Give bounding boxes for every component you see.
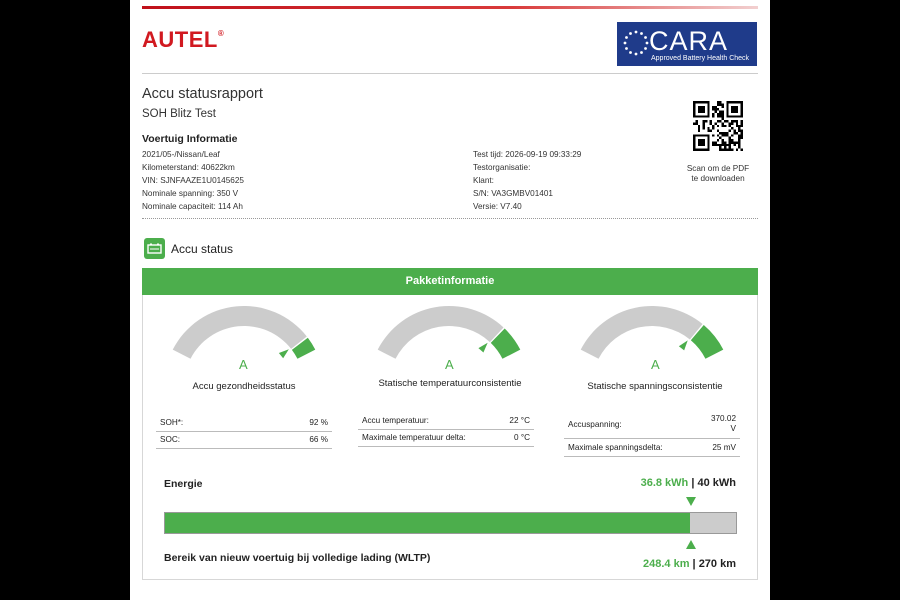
qr-module bbox=[741, 120, 743, 122]
software-version: Versie: V7.40 bbox=[473, 202, 522, 211]
star-dot bbox=[625, 47, 628, 50]
qr-module bbox=[693, 122, 695, 124]
qr-module bbox=[705, 120, 707, 122]
qr-module bbox=[717, 108, 719, 110]
qr-module bbox=[736, 122, 738, 124]
qr-module bbox=[714, 108, 716, 110]
qr-module bbox=[717, 113, 719, 115]
voltage-grade: A bbox=[651, 357, 660, 372]
qr-module bbox=[729, 141, 731, 143]
vehicle-mileage: Kilometerstand: 40622km bbox=[142, 163, 235, 172]
qr-module bbox=[703, 122, 705, 124]
qr-module bbox=[710, 120, 712, 122]
test-time: Test tijd: 2026-09-19 09:33:29 bbox=[473, 150, 582, 159]
qr-module bbox=[722, 139, 724, 141]
qr-module bbox=[717, 125, 719, 127]
qr-module bbox=[724, 141, 726, 143]
qr-module bbox=[717, 144, 719, 146]
qr-module bbox=[703, 120, 705, 122]
qr-module bbox=[726, 144, 728, 146]
qr-module bbox=[703, 125, 705, 127]
star-dot bbox=[644, 47, 647, 50]
accu-status-label: Accu status bbox=[171, 242, 234, 256]
star-dot bbox=[644, 36, 647, 39]
qr-module bbox=[736, 125, 738, 127]
qr-module bbox=[724, 144, 726, 146]
qr-module bbox=[738, 134, 740, 136]
qr-module bbox=[722, 118, 724, 120]
accu-voltage-row: Accuspanning: 370.02 V bbox=[564, 412, 740, 439]
qr-module bbox=[719, 113, 721, 115]
qr-module bbox=[741, 149, 743, 151]
vehicle-vin: VIN: SJNFAAZE1U0145625 bbox=[142, 176, 244, 185]
qr-module bbox=[714, 122, 716, 124]
star-dot bbox=[646, 42, 649, 45]
qr-module bbox=[707, 127, 709, 129]
qr-module bbox=[717, 120, 719, 122]
header-divider bbox=[142, 73, 758, 74]
qr-module bbox=[738, 144, 740, 146]
qr-module bbox=[736, 132, 738, 134]
qr-module bbox=[712, 115, 714, 117]
gauge-pointer bbox=[478, 343, 487, 353]
gauge-pointer bbox=[679, 340, 688, 350]
qr-module bbox=[719, 144, 721, 146]
star-dot bbox=[640, 51, 643, 54]
vehicle-nominal-capacity: Nominale capaciteit: 114 Ah bbox=[142, 202, 243, 211]
qr-module bbox=[724, 125, 726, 127]
qr-module bbox=[731, 127, 733, 129]
qr-module bbox=[719, 111, 721, 113]
qr-module bbox=[710, 122, 712, 124]
vehicle-nominal-voltage: Nominale spanning: 350 V bbox=[142, 189, 239, 198]
qr-module bbox=[717, 115, 719, 117]
qr-module bbox=[724, 120, 726, 122]
qr-module bbox=[733, 130, 735, 132]
qr-module bbox=[729, 149, 731, 151]
qr-module bbox=[712, 134, 714, 136]
qr-module bbox=[722, 144, 724, 146]
dotted-divider bbox=[142, 218, 758, 219]
qr-module bbox=[698, 125, 700, 127]
gauge-background-arc bbox=[378, 306, 504, 359]
qr-module bbox=[722, 103, 724, 105]
qr-module bbox=[731, 122, 733, 124]
range-marker-icon bbox=[686, 540, 696, 549]
qr-module bbox=[695, 120, 697, 122]
report-title: Accu statusrapport bbox=[142, 86, 263, 102]
star-dot bbox=[640, 32, 643, 35]
qr-module bbox=[712, 144, 714, 146]
qr-module bbox=[712, 125, 714, 127]
qr-module bbox=[698, 106, 705, 113]
temperature-grade: A bbox=[445, 357, 454, 372]
star-dot bbox=[629, 32, 632, 35]
battery-icon bbox=[144, 238, 165, 259]
qr-module bbox=[707, 130, 709, 132]
qr-module bbox=[738, 146, 740, 148]
energy-values: 36.8 kWh | 40 kWh bbox=[640, 477, 736, 489]
qr-module bbox=[712, 106, 714, 108]
qr-module bbox=[719, 101, 721, 103]
qr-module bbox=[712, 113, 714, 115]
qr-module bbox=[731, 134, 733, 136]
star-dot bbox=[624, 42, 627, 45]
qr-module bbox=[722, 106, 724, 108]
soh-grade: A bbox=[239, 357, 248, 372]
qr-module bbox=[712, 141, 714, 143]
qr-module bbox=[714, 141, 716, 143]
report-subtitle: SOH Blitz Test bbox=[142, 108, 216, 120]
qr-module bbox=[722, 113, 724, 115]
qr-module bbox=[712, 127, 714, 129]
qr-module bbox=[729, 137, 731, 139]
qr-module bbox=[722, 134, 724, 136]
qr-module bbox=[724, 149, 726, 151]
vehicle-info-heading: Voertuig Informatie bbox=[142, 133, 238, 145]
qr-module bbox=[733, 141, 735, 143]
qr-module bbox=[738, 125, 740, 127]
star-dot bbox=[635, 53, 638, 56]
qr-module bbox=[698, 139, 705, 146]
qr-module bbox=[733, 132, 735, 134]
qr-module bbox=[717, 101, 719, 103]
qr-module bbox=[738, 127, 740, 129]
qr-module bbox=[724, 134, 726, 136]
qr-module bbox=[714, 106, 716, 108]
qr-module bbox=[719, 103, 721, 105]
qr-module bbox=[738, 139, 740, 141]
max-temperature-delta-row: Maximale temperatuur delta: 0 °C bbox=[358, 429, 534, 447]
qr-module bbox=[741, 132, 743, 134]
accu-temperature-row: Accu temperatuur: 22 °C bbox=[358, 413, 534, 430]
qr-module bbox=[722, 122, 724, 124]
star-dot bbox=[625, 36, 628, 39]
voltage-gauge-title: Statische spanningsconsistentie bbox=[587, 381, 723, 392]
qr-module bbox=[726, 149, 728, 151]
qr-module bbox=[731, 149, 733, 151]
star-dot bbox=[635, 31, 638, 34]
qr-module bbox=[741, 130, 743, 132]
gauge-background-arc bbox=[581, 306, 703, 359]
qr-module bbox=[736, 120, 738, 122]
qr-module bbox=[719, 137, 721, 139]
qr-module bbox=[741, 137, 743, 139]
qr-module bbox=[722, 141, 724, 143]
gauge-pointer bbox=[279, 349, 289, 358]
qr-module bbox=[731, 139, 733, 141]
qr-module bbox=[717, 130, 719, 132]
qr-module bbox=[719, 149, 721, 151]
qr-module bbox=[712, 108, 714, 110]
qr-module bbox=[719, 132, 721, 134]
qr-module bbox=[729, 125, 731, 127]
range-values: 248.4 km | 270 km bbox=[643, 558, 736, 570]
qr-code-icon[interactable] bbox=[693, 101, 743, 151]
qr-module bbox=[719, 115, 721, 117]
qr-module bbox=[736, 149, 738, 151]
qr-module bbox=[741, 134, 743, 136]
qr-module bbox=[741, 125, 743, 127]
qr-module bbox=[726, 134, 728, 136]
qr-module bbox=[722, 132, 724, 134]
max-voltage-delta-row: Maximale spanningsdelta: 25 mV bbox=[564, 438, 740, 457]
test-organisation: Testorganisatie: bbox=[473, 163, 531, 172]
qr-module bbox=[714, 144, 716, 146]
qr-module bbox=[741, 122, 743, 124]
energy-label: Energie bbox=[164, 478, 203, 490]
qr-module bbox=[719, 120, 721, 122]
qr-module bbox=[698, 127, 700, 129]
qr-module bbox=[731, 106, 738, 113]
eu-stars-icon bbox=[621, 28, 651, 58]
qr-caption: Scan om de PDF te downloaden bbox=[686, 164, 750, 183]
qr-module bbox=[724, 146, 726, 148]
qr-module bbox=[729, 139, 731, 141]
qr-module bbox=[719, 146, 721, 148]
range-label: Bereik van nieuw voertuig bij volledige lading (WLTP) bbox=[164, 552, 431, 564]
qr-module bbox=[729, 144, 731, 146]
pack-info-header: Pakketinformatie bbox=[142, 268, 758, 295]
energy-marker-icon bbox=[686, 497, 696, 506]
vehicle-model: 2021/05-/Nissan/Leaf bbox=[142, 150, 220, 159]
temperature-gauge-title: Statische temperatuurconsistentie bbox=[378, 378, 522, 389]
qr-module bbox=[717, 139, 719, 141]
qr-module bbox=[703, 127, 705, 129]
qr-module bbox=[733, 144, 735, 146]
qr-module bbox=[714, 111, 716, 113]
cara-badge: CARA Approved Battery Health Check bbox=[617, 22, 757, 66]
qr-module bbox=[717, 103, 719, 105]
qr-module bbox=[722, 111, 724, 113]
qr-module bbox=[729, 146, 731, 148]
qr-module bbox=[722, 115, 724, 117]
energy-bar bbox=[164, 512, 737, 534]
qr-module bbox=[722, 125, 724, 127]
soc-row: SOC: 66 % bbox=[156, 431, 332, 449]
top-accent-bar bbox=[142, 6, 758, 9]
qr-module bbox=[726, 132, 728, 134]
star-dot bbox=[629, 51, 632, 54]
client: Klant: bbox=[473, 176, 494, 185]
soh-row: SOH*: 92 % bbox=[156, 414, 332, 432]
qr-module bbox=[698, 130, 700, 132]
qr-module bbox=[736, 141, 738, 143]
qr-module bbox=[738, 137, 740, 139]
qr-module bbox=[729, 130, 731, 132]
qr-module bbox=[738, 141, 740, 143]
qr-module bbox=[722, 149, 724, 151]
qr-module bbox=[733, 120, 735, 122]
qr-module bbox=[731, 120, 733, 122]
qr-module bbox=[724, 132, 726, 134]
qr-module bbox=[726, 120, 728, 122]
autel-logo: AUTEL® bbox=[142, 27, 225, 52]
qr-module bbox=[695, 122, 697, 124]
qr-module bbox=[731, 141, 733, 143]
qr-module bbox=[710, 130, 712, 132]
serial-number: S/N: VA3GMBV01401 bbox=[473, 189, 553, 198]
qr-module bbox=[738, 130, 740, 132]
report-page bbox=[130, 0, 770, 600]
qr-module bbox=[729, 122, 731, 124]
soh-gauge-title: Accu gezondheidsstatus bbox=[192, 381, 296, 392]
qr-module bbox=[717, 134, 719, 136]
energy-bar-fill bbox=[165, 513, 690, 533]
